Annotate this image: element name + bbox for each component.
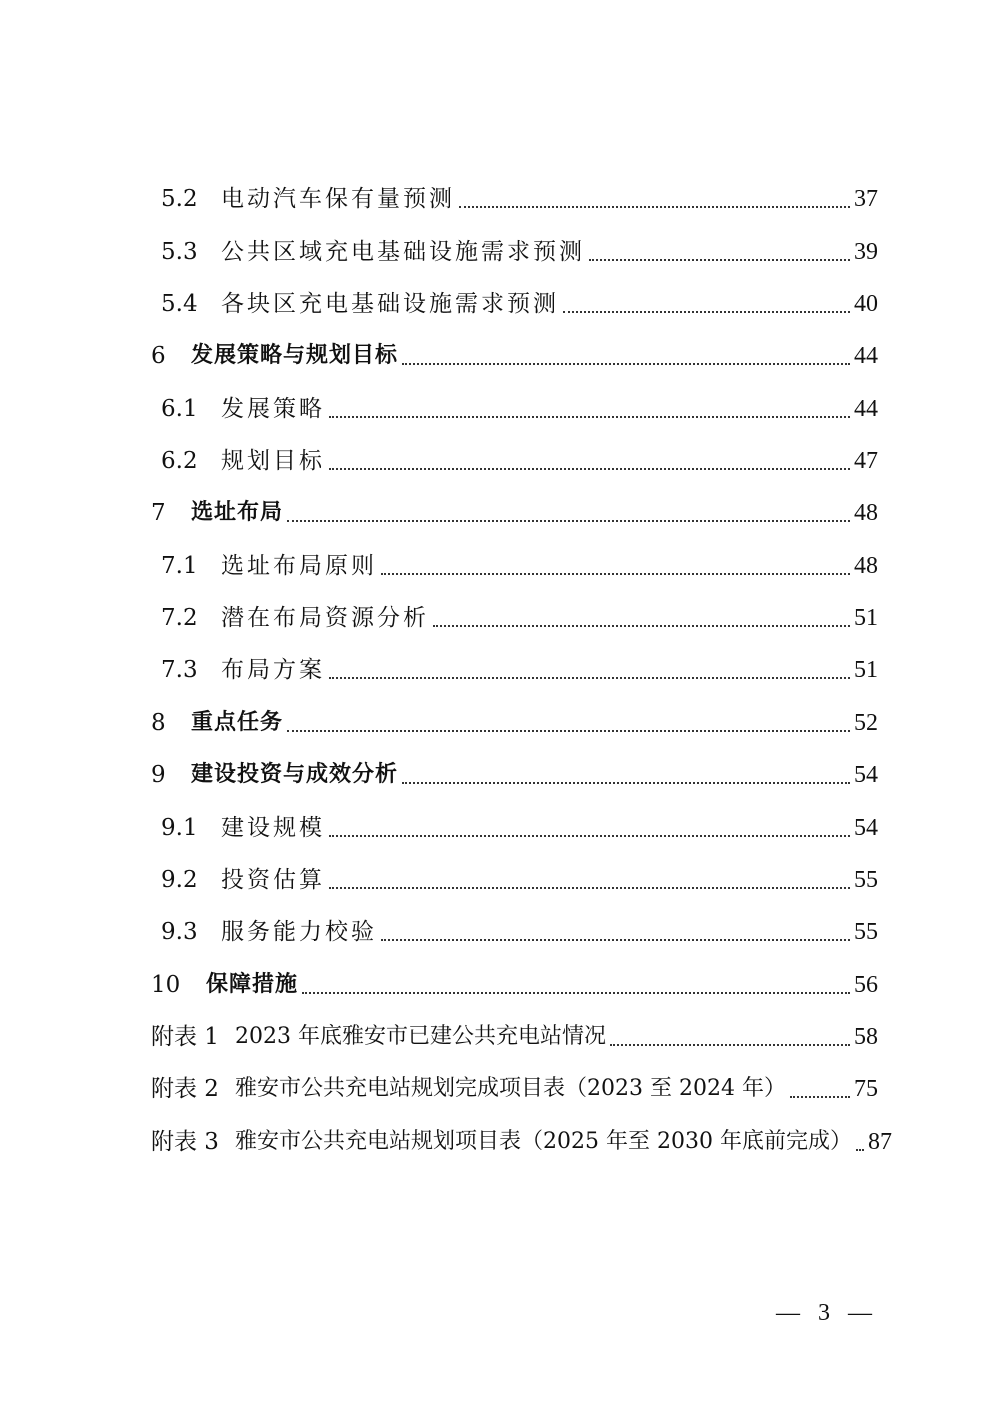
- dot-leader: [402, 363, 850, 365]
- toc-entry-7[interactable]: [151, 488, 878, 528]
- toc-entry-title: 公共区域充电基础设施需求预测: [221, 239, 585, 265]
- toc-entry-page: 48: [854, 553, 878, 579]
- toc-entry-title: 保障措施: [206, 972, 299, 997]
- toc-entry-title: 雅安市公共充电站规划项目表（2025 年至 2030 年底前完成）: [235, 1129, 852, 1154]
- toc-entry-number: 8: [151, 710, 166, 736]
- toc-entry-9-2[interactable]: [161, 855, 878, 895]
- dot-leader: [589, 259, 850, 261]
- toc-entry-page: 47: [854, 448, 878, 474]
- toc-entry-title: 布局方案: [221, 657, 325, 683]
- toc-entry-page: 52: [854, 710, 878, 736]
- toc-entry-10[interactable]: [151, 960, 878, 1000]
- dot-leader: [402, 782, 850, 784]
- toc-entry-9[interactable]: [151, 750, 878, 790]
- dot-leader: [329, 416, 850, 418]
- toc-entry-page: 58: [854, 1024, 878, 1050]
- toc-entry-number: 6.1: [161, 396, 198, 422]
- toc-entry-page: 75: [854, 1076, 878, 1102]
- dot-leader: [433, 625, 850, 627]
- toc-entry-page: 44: [854, 343, 878, 369]
- toc-entry-8[interactable]: [151, 698, 878, 738]
- toc-entry-title: 各块区充电基础设施需求预测: [221, 291, 559, 317]
- toc-entry-number: 5.3: [161, 239, 198, 265]
- toc-entry-6[interactable]: [151, 331, 878, 371]
- toc-entry-number: 7.3: [161, 657, 198, 683]
- toc-entry-number: 7: [151, 500, 166, 526]
- toc-entry-number: 9.3: [161, 919, 198, 945]
- dot-leader: [287, 520, 850, 522]
- toc-entry-5-3[interactable]: [161, 227, 878, 267]
- toc-entry-page: 54: [854, 762, 878, 788]
- toc-entry-page: 37: [854, 186, 878, 212]
- toc-entry-title: 投资估算: [221, 867, 325, 893]
- toc-entry-title: 建设投资与成效分析: [191, 762, 399, 787]
- dot-leader: [329, 468, 850, 470]
- toc-entry-6-2[interactable]: [161, 436, 878, 476]
- toc-entry-number: 附表 2: [151, 1076, 219, 1102]
- toc-entry-number: 5.4: [161, 291, 198, 317]
- toc-entry-number: 6.2: [161, 448, 198, 474]
- toc-entry-number: 附表 1: [151, 1024, 219, 1050]
- dot-leader: [381, 939, 850, 941]
- toc-entry-title: 重点任务: [191, 710, 284, 735]
- toc-entry-title: 2023 年底雅安市已建公共充电站情况: [235, 1024, 606, 1049]
- toc-entry-title: 选址布局: [191, 500, 284, 525]
- toc-entry-title: 电动汽车保有量预测: [221, 186, 455, 212]
- toc-entry-title: 雅安市公共充电站规划完成项目表（2023 至 2024 年）: [235, 1076, 786, 1101]
- toc-entry-page: 51: [854, 657, 878, 683]
- toc-entry-page: 51: [854, 605, 878, 631]
- toc-entry-number: 5.2: [161, 186, 198, 212]
- toc-entry-page: 48: [854, 500, 878, 526]
- toc-entry-title: 建设规模: [221, 815, 325, 841]
- toc-entry-title: 服务能力校验: [221, 919, 377, 945]
- dot-leader: [329, 887, 850, 889]
- toc-entry-page: 40: [854, 291, 878, 317]
- dot-leader: [287, 730, 850, 732]
- dot-leader: [856, 1149, 864, 1151]
- toc-entry-title: 选址布局原则: [221, 553, 377, 579]
- toc-entry-number: 7.2: [161, 605, 198, 631]
- toc-entry-page: 55: [854, 867, 878, 893]
- toc-entry-number: 9: [151, 762, 166, 788]
- dot-leader: [459, 206, 850, 208]
- toc-entry-5-4[interactable]: [161, 279, 878, 319]
- toc-entry-appendix-2[interactable]: [151, 1064, 878, 1104]
- toc-entry-number: 7.1: [161, 553, 198, 579]
- toc-entry-appendix-3[interactable]: [151, 1117, 892, 1157]
- toc-entry-title: 规划目标: [221, 448, 325, 474]
- dot-leader: [381, 573, 850, 575]
- toc-entry-number: 9.2: [161, 867, 198, 893]
- dot-leader: [610, 1044, 850, 1046]
- toc-entry-9-3[interactable]: [161, 907, 878, 947]
- toc-entry-7-1[interactable]: [161, 541, 878, 581]
- toc-entry-page: 87: [867, 1129, 892, 1155]
- toc-entry-page: 55: [854, 919, 878, 945]
- toc-entry-title: 发展策略: [221, 396, 325, 422]
- toc-entry-number: 10: [151, 972, 181, 998]
- dot-leader: [329, 677, 850, 679]
- toc-entry-title: 潜在布局资源分析: [221, 605, 429, 631]
- toc-entry-7-3[interactable]: [161, 645, 878, 685]
- toc-entry-appendix-1[interactable]: [151, 1012, 878, 1052]
- toc-entry-page: 56: [854, 972, 878, 998]
- dot-leader: [302, 992, 850, 994]
- toc-entry-page: 44: [854, 396, 878, 422]
- toc-entry-7-2[interactable]: [161, 593, 878, 633]
- toc-entry-page: 54: [854, 815, 878, 841]
- toc-entry-number: 附表 3: [151, 1129, 219, 1155]
- dot-leader: [790, 1096, 850, 1098]
- toc-entry-number: 9.1: [161, 815, 198, 841]
- toc-entry-title: 发展策略与规划目标: [191, 343, 399, 368]
- toc-entry-number: 6: [151, 343, 166, 369]
- dot-leader: [563, 311, 850, 313]
- page-number: — 3 —: [776, 1300, 878, 1326]
- toc-entry-page: 39: [854, 239, 878, 265]
- toc-entry-6-1[interactable]: [161, 384, 878, 424]
- toc-entry-9-1[interactable]: [161, 803, 878, 843]
- toc-entry-5-2[interactable]: [161, 174, 878, 214]
- dot-leader: [329, 835, 850, 837]
